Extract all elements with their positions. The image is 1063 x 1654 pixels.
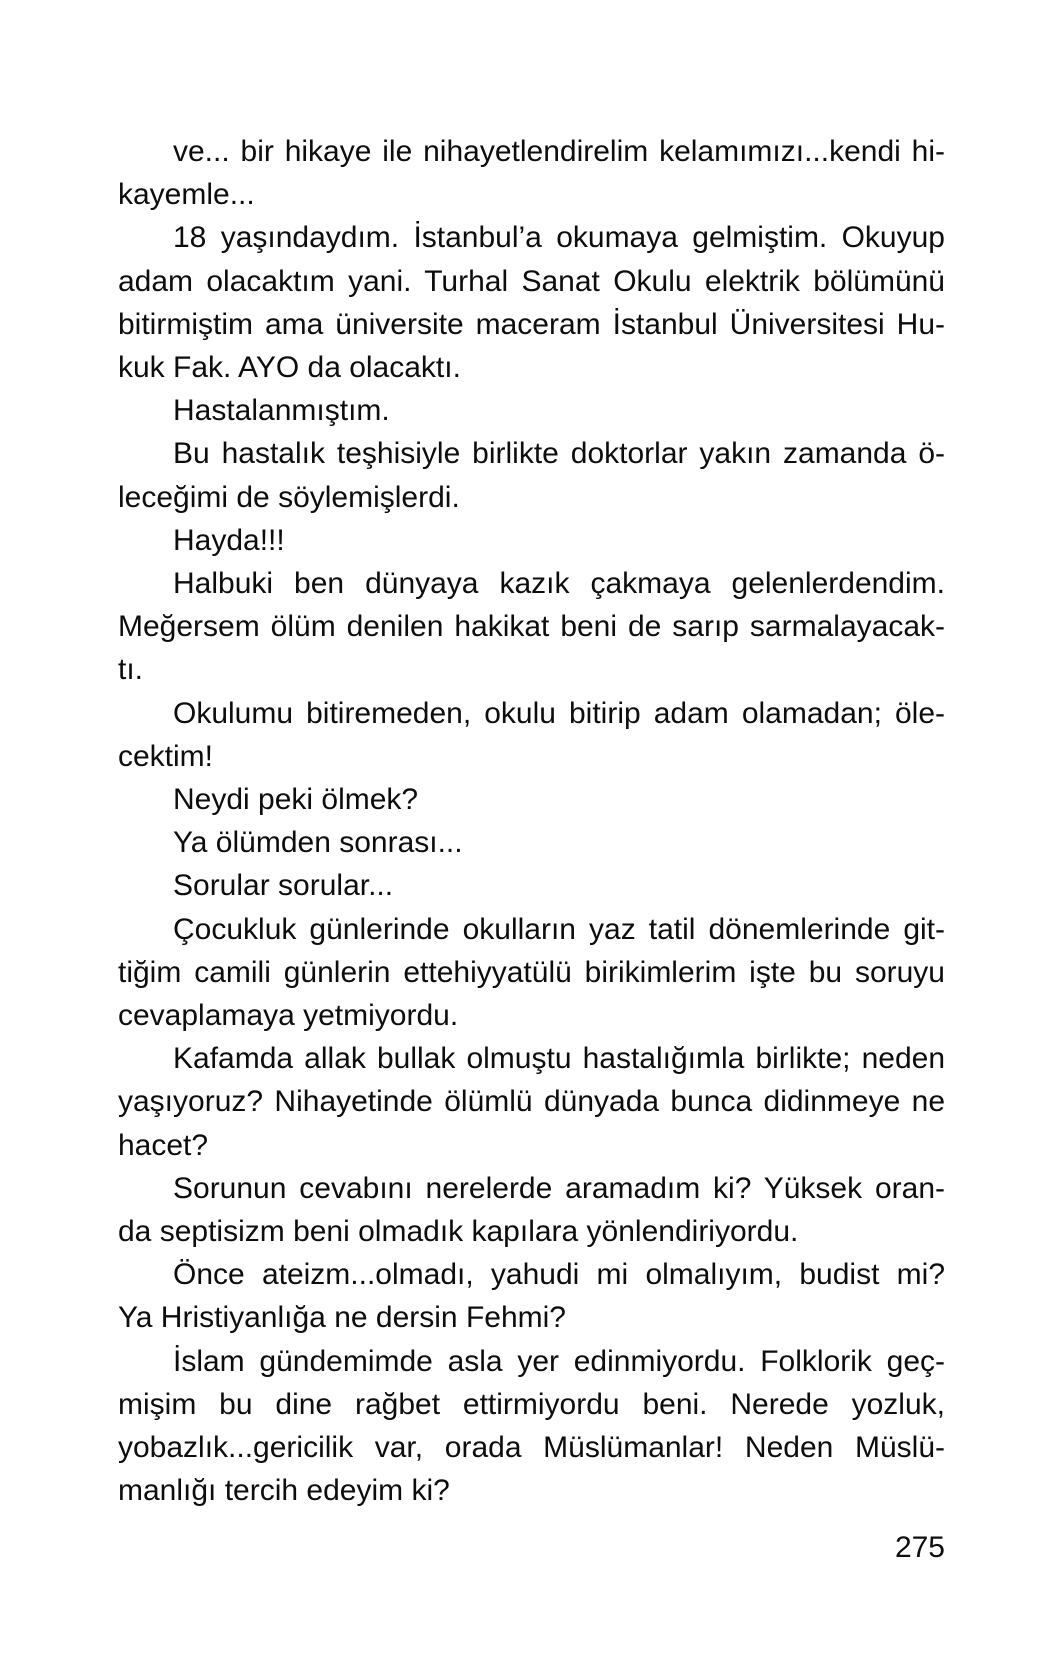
text-line: tı. bbox=[118, 653, 144, 687]
paragraph bbox=[118, 432, 945, 518]
paragraph bbox=[118, 692, 945, 778]
text-line: Hastalanmıştım. bbox=[173, 394, 390, 428]
paragraph bbox=[118, 1340, 945, 1513]
paragraph bbox=[118, 908, 945, 1038]
page-number: 275 bbox=[894, 1531, 945, 1564]
text-line: Neydi peki ölmek? bbox=[173, 783, 419, 817]
text-line: Ya ölümden sonrası... bbox=[173, 826, 463, 860]
text-line: mişim bu dine rağbet ettirmiyordu beni. Nerede yozluk, bbox=[118, 1387, 945, 1421]
text-line: kuk Fak. AYO da olacaktı. bbox=[118, 351, 461, 385]
text-line: Bu hastalık teşhisiyle birlikte doktorlar yakın zamanda ö- bbox=[173, 437, 945, 471]
text-line: Hayda!!! bbox=[173, 523, 285, 557]
text-line: Meğersem ölüm denilen hakikat beni de sarıp sarmalayacak- bbox=[118, 610, 945, 644]
paragraph bbox=[118, 778, 945, 821]
text-line: hacet? bbox=[118, 1128, 209, 1162]
paragraph bbox=[118, 216, 945, 389]
text-line: da septisizm beni olmadık kapılara yönlendiriyordu. bbox=[118, 1215, 799, 1249]
text-line: yaşıyoruz? Nihayetinde ölümlü dünyada bunca didinmeye ne bbox=[118, 1085, 945, 1119]
text-line: tiğim camili günlerin ettehiyyatülü birikimlerim işte bu soruyu bbox=[118, 955, 945, 989]
text-line: manlığı tercih edeyim ki? bbox=[118, 1474, 450, 1508]
paragraph bbox=[118, 864, 945, 907]
paragraph bbox=[118, 1167, 945, 1253]
text-line: 18 yaşındaydım. İstanbul’a okumaya gelmiştim. Okuyup bbox=[173, 221, 945, 255]
text-line: Çocukluk günlerinde okulların yaz tatil dönemlerinde git- bbox=[173, 912, 945, 946]
text-line: Önce ateizm...olmadı, yahudi mi olmalıyım, budist mi? bbox=[173, 1258, 945, 1292]
text-line: Okulumu bitiremeden, okulu bitirip adam olamadan; öle- bbox=[173, 696, 945, 730]
text-line: yobazlık...gericilik var, orada Müslümanlar! Neden Müslü- bbox=[118, 1431, 945, 1465]
text-line: Ya Hristiyanlığa ne dersin Fehmi? bbox=[118, 1301, 566, 1335]
paragraph bbox=[118, 1253, 945, 1339]
paragraph bbox=[118, 821, 945, 864]
text-line: bitirmiştim ama üniversite maceram İstanbul Üniversitesi Hu- bbox=[118, 307, 945, 341]
text-line: Kafamda allak bullak olmuştu hastalığımla birlikte; neden bbox=[173, 1042, 945, 1076]
paragraph bbox=[118, 562, 945, 692]
paragraph bbox=[118, 389, 945, 432]
paragraph bbox=[118, 1037, 945, 1167]
text-line: leceğimi de söylemişlerdi. bbox=[118, 480, 460, 514]
paragraph bbox=[118, 519, 945, 562]
text-line: Halbuki ben dünyaya kazık çakmaya gelenlerdendim. bbox=[173, 567, 945, 601]
text-line: adam olacaktım yani. Turhal Sanat Okulu elektrik bölümünü bbox=[118, 264, 945, 298]
text-block bbox=[118, 130, 945, 1513]
text-line: cektim! bbox=[118, 739, 214, 773]
text-line: cevaplamaya yetmiyordu. bbox=[118, 999, 459, 1033]
text-line: ve... bir hikaye ile nihayetlendirelim kelamımızı...kendi hi- bbox=[173, 135, 945, 168]
text-line: İslam gündemimde asla yer edinmiyordu. Folklorik geç- bbox=[173, 1344, 945, 1378]
text-line: Sorular sorular... bbox=[173, 869, 394, 903]
paragraph bbox=[118, 130, 945, 216]
text-line: Sorunun cevabını nerelerde aramadım ki? Yüksek oran- bbox=[173, 1171, 945, 1205]
text-line: kayemle... bbox=[118, 178, 255, 212]
